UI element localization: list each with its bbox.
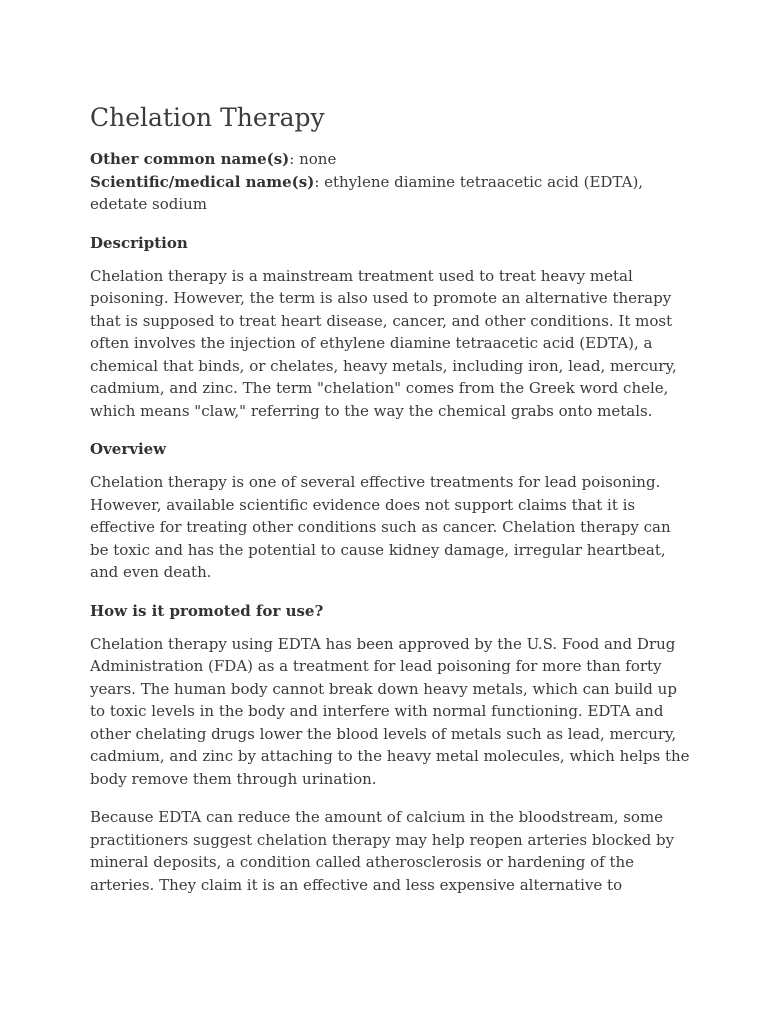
names-block	[90, 148, 690, 216]
document-title: Chelation Therapy	[90, 103, 325, 132]
paragraph: Chelation therapy using EDTA has been approved by the U.S. Food and Drug Administration (FDA) as a treatment for lead poisoning for more than forty years. The human body cannot break down heavy metals, which can build up to toxic levels in the body and interfere with normal functioning. EDTA and other chelating drugs lower the blood levels of metals such as lead, mercury, cadmium, and zinc by attaching to the heavy metal molecules, which helps the body remove them through urination.	[90, 634, 690, 788]
section-overview	[90, 438, 690, 584]
section-heading: Description	[90, 233, 188, 252]
scientific-names-value: : ethylene diamine tetraacetic acid (EDTA), edetate sodium	[90, 172, 644, 213]
other-names-label: Other common name(s)	[90, 150, 290, 168]
scientific-names-label: Scientific/medical name(s)	[90, 172, 315, 191]
section-heading: How is it promoted for use?	[90, 601, 324, 620]
scientific-names-line	[90, 171, 690, 216]
paragraph: Chelation therapy is a mainstream treatment used to treat heavy metal poisoning. However, the term is also used to promote an alternative therapy that is supposed to treat heart disease, cancer, and other conditions. It most often involves the injection of ethylene diamine tetraacetic acid (EDTA), a chemical that binds, or chelates, heavy metals, including iron, lead, mercury, cadmium, and zinc. The term "chelation" comes from the Greek word chele, which means "claw," referring to the way the chemical grabs onto metals.	[90, 266, 677, 420]
section-promoted-use	[90, 600, 690, 897]
other-names-value: : none	[289, 150, 337, 168]
paragraph: Because EDTA can reduce the amount of calcium in the bloodstream, some practitioners suggest chelation therapy may help reopen arteries blocked by mineral deposits, a condition called atherosclerosis or hardening of the arteries. They claim it is an effective and less expensive alternative to	[90, 808, 675, 894]
section-heading: Overview	[90, 440, 167, 458]
document-page	[90, 102, 690, 912]
section-description	[90, 232, 690, 423]
other-names-line	[90, 148, 690, 171]
paragraph: Chelation therapy is one of several effective treatments for lead poisoning. However, available scientific evidence does not support claims that it is effective for treating other conditions such as cancer. Chelation therapy can be toxic and has the potential to cause kidney damage, irregular heartbeat, and even death.	[90, 473, 671, 581]
